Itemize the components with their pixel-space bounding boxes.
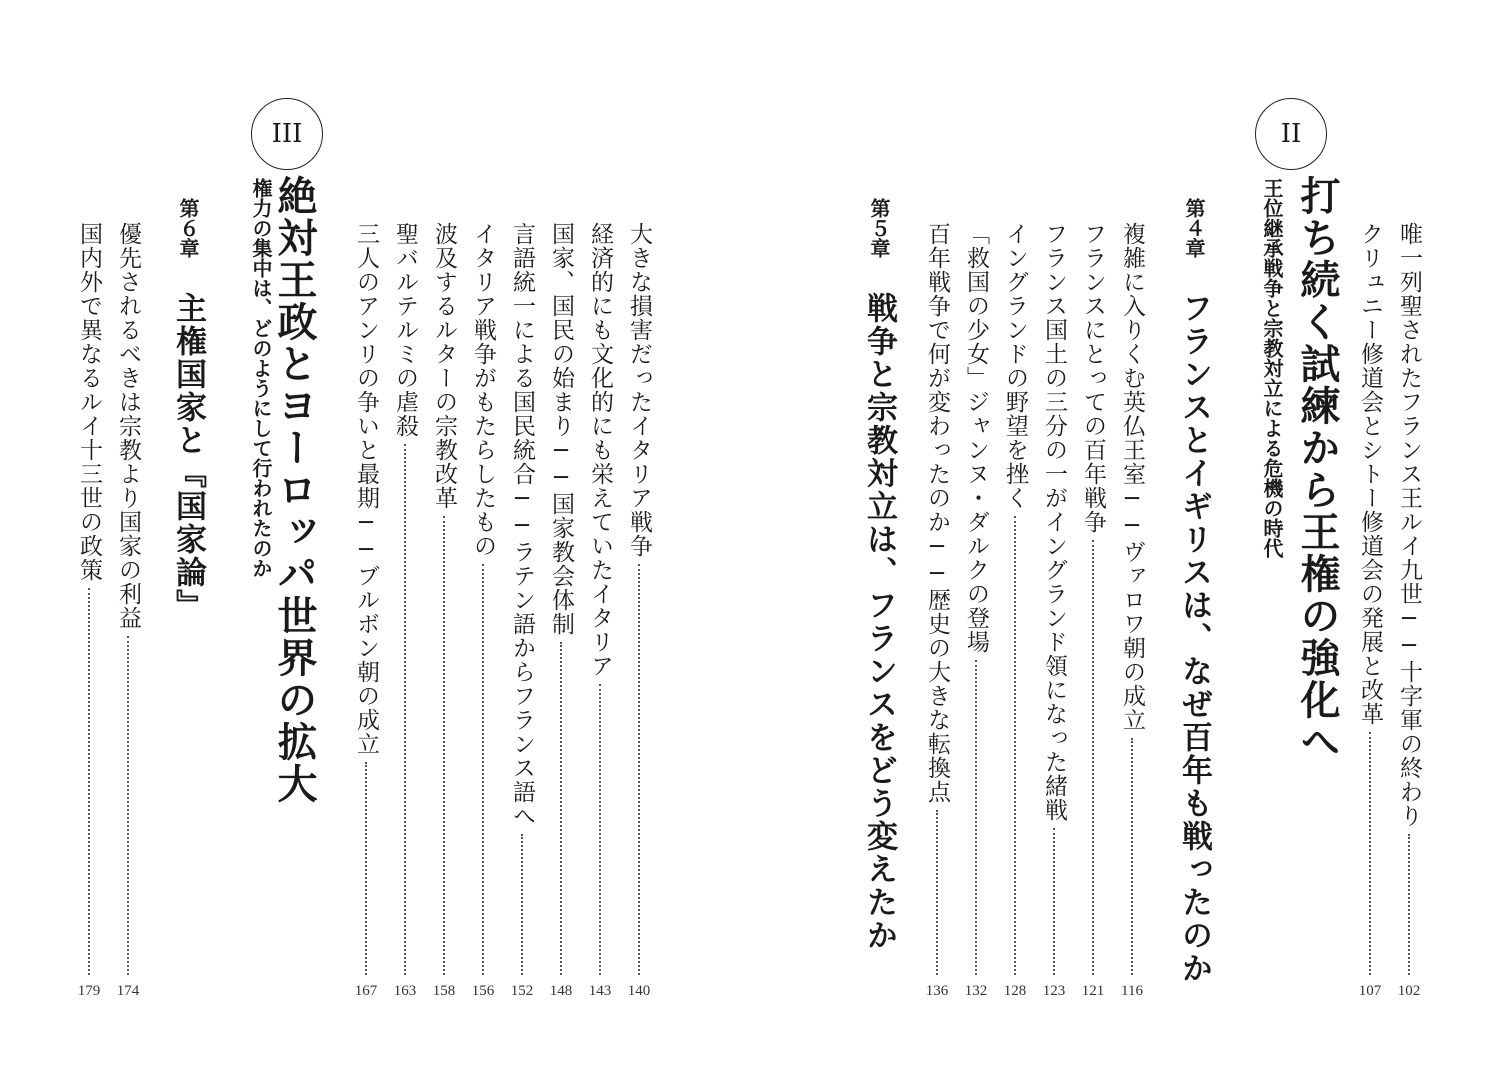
toc-entry-title: 「救国の少女」ジャンヌ・ダルクの登場	[963, 222, 989, 654]
part-title: 打ち続く試練から王権の強化へ	[1294, 175, 1340, 763]
toc-entry-title: 波及するルターの宗教改革	[431, 222, 457, 510]
toc-entry[interactable]	[391, 222, 419, 438]
toc-entry-title: 百年戦争で何が変わったのか──歴史の大きな転換点	[924, 222, 950, 804]
toc-entry-title: フランスにとっての百年戦争	[1080, 222, 1106, 534]
toc-entry-title: 国家、国民の始まり──国家教会体制	[548, 222, 574, 636]
toc-entry[interactable]	[962, 222, 990, 654]
dot-leader	[560, 642, 562, 975]
toc-page-number: 121	[1081, 983, 1105, 999]
chapter-label: 第６章	[176, 198, 200, 258]
toc-page-number: 152	[510, 983, 534, 999]
dot-leader	[443, 516, 445, 975]
toc-page-number: 132	[964, 983, 988, 999]
toc-page-number: 174	[116, 983, 140, 999]
toc-page-number: 167	[354, 983, 378, 999]
toc-page-number: 158	[432, 983, 456, 999]
toc-entry-title: イタリア戦争がもたらしたもの	[470, 222, 496, 558]
part-title: 絶対王政とヨーロッパ世界の拡大	[271, 175, 317, 805]
dot-leader	[88, 588, 90, 975]
dot-leader	[975, 660, 977, 975]
dot-leader	[404, 444, 406, 975]
toc-page-number: 140	[627, 983, 651, 999]
toc-entry[interactable]	[1040, 222, 1068, 822]
dot-leader	[1053, 828, 1055, 975]
toc-page-number: 163	[393, 983, 417, 999]
dot-leader	[482, 564, 484, 975]
toc-page-number: 116	[1121, 983, 1143, 999]
dot-leader	[1408, 834, 1410, 975]
toc-entry[interactable]	[1079, 222, 1107, 534]
toc-entry[interactable]	[1118, 222, 1146, 732]
part-numeral-badge	[251, 98, 323, 170]
toc-page-number: 148	[549, 983, 573, 999]
toc-entry-title: フランス国土の三分の一がイングランド領になった緒戦	[1041, 222, 1067, 822]
toc-entry-title: イングランドの野望を挫く	[1002, 222, 1028, 510]
toc-entry-title: 国内外で異なるルイ十三世の政策	[76, 222, 102, 582]
part-numeral: II	[1280, 119, 1302, 149]
chapter-title[interactable]: 戦争と宗教対立は、フランスをどう変えたか	[861, 292, 897, 952]
toc-page-number: 107	[1358, 983, 1382, 999]
dot-leader	[638, 564, 640, 975]
part-numeral: III	[271, 119, 303, 149]
toc-entry[interactable]	[114, 222, 142, 630]
toc-entry[interactable]	[586, 222, 614, 678]
part-numeral-badge	[1255, 98, 1327, 170]
toc-entry-title: 言語統一による国民統合──ラテン語からフランス語へ	[509, 222, 535, 828]
dot-leader	[599, 684, 601, 975]
toc-entry-title: 大きな損害だったイタリア戦争	[626, 222, 652, 558]
part-subtitle: 王位継承戦争と宗教対立による危機の時代	[1260, 178, 1284, 558]
toc-page-number: 143	[588, 983, 612, 999]
toc-entry-title: 経済的にも文化的にも栄えていたイタリア	[587, 222, 613, 678]
toc-page-number: 123	[1042, 983, 1066, 999]
toc-entry-title: 聖バルテルミの虐殺	[392, 222, 418, 438]
toc-entry[interactable]	[508, 222, 536, 828]
toc-entry[interactable]	[625, 222, 653, 558]
toc-entry[interactable]	[547, 222, 575, 636]
chapter-label: 第４章	[1182, 198, 1206, 258]
dot-leader	[1131, 738, 1133, 975]
dot-leader	[1092, 540, 1094, 975]
part-subtitle: 権力の集中は、どのようにして行われたのか	[249, 178, 273, 578]
toc-entry[interactable]	[1001, 222, 1029, 510]
chapter-title[interactable]: フランスとイギリスは、なぜ百年も戦ったのか	[1176, 292, 1212, 985]
toc-page-number: 136	[925, 983, 949, 999]
dot-leader	[521, 834, 523, 975]
toc-page-number: 179	[77, 983, 101, 999]
dot-leader	[1369, 732, 1371, 975]
dot-leader	[127, 636, 129, 975]
toc-entry-title: 優先されるべきは宗教より国家の利益	[115, 222, 141, 630]
toc-entry[interactable]	[1356, 222, 1384, 726]
dot-leader	[365, 762, 367, 975]
toc-entry-title: 複雑に入りくむ英仏王室──ヴァロワ朝の成立	[1119, 222, 1145, 732]
toc-entry-title: クリュニー修道会とシトー修道会の発展と改革	[1357, 222, 1383, 726]
toc-entry[interactable]	[352, 222, 380, 756]
toc-entry[interactable]	[430, 222, 458, 510]
toc-entry-title: 唯一列聖されたフランス王ルイ九世──十字軍の終わり	[1396, 222, 1422, 828]
chapter-label: 第５章	[867, 198, 891, 258]
toc-entry[interactable]	[1395, 222, 1423, 828]
toc-page-number: 102	[1397, 983, 1421, 999]
toc-entry[interactable]	[923, 222, 951, 804]
toc-entry-title: 三人のアンリの争いと最期──ブルボン朝の成立	[353, 222, 379, 756]
toc-entry[interactable]	[469, 222, 497, 558]
toc-page-number: 156	[471, 983, 495, 999]
dot-leader	[1014, 516, 1016, 975]
toc-entry[interactable]	[75, 222, 103, 582]
chapter-title[interactable]: 主権国家と『国家論』	[170, 292, 206, 622]
toc-page-number: 128	[1003, 983, 1027, 999]
dot-leader	[936, 810, 938, 975]
right-page	[750, 0, 1500, 1074]
